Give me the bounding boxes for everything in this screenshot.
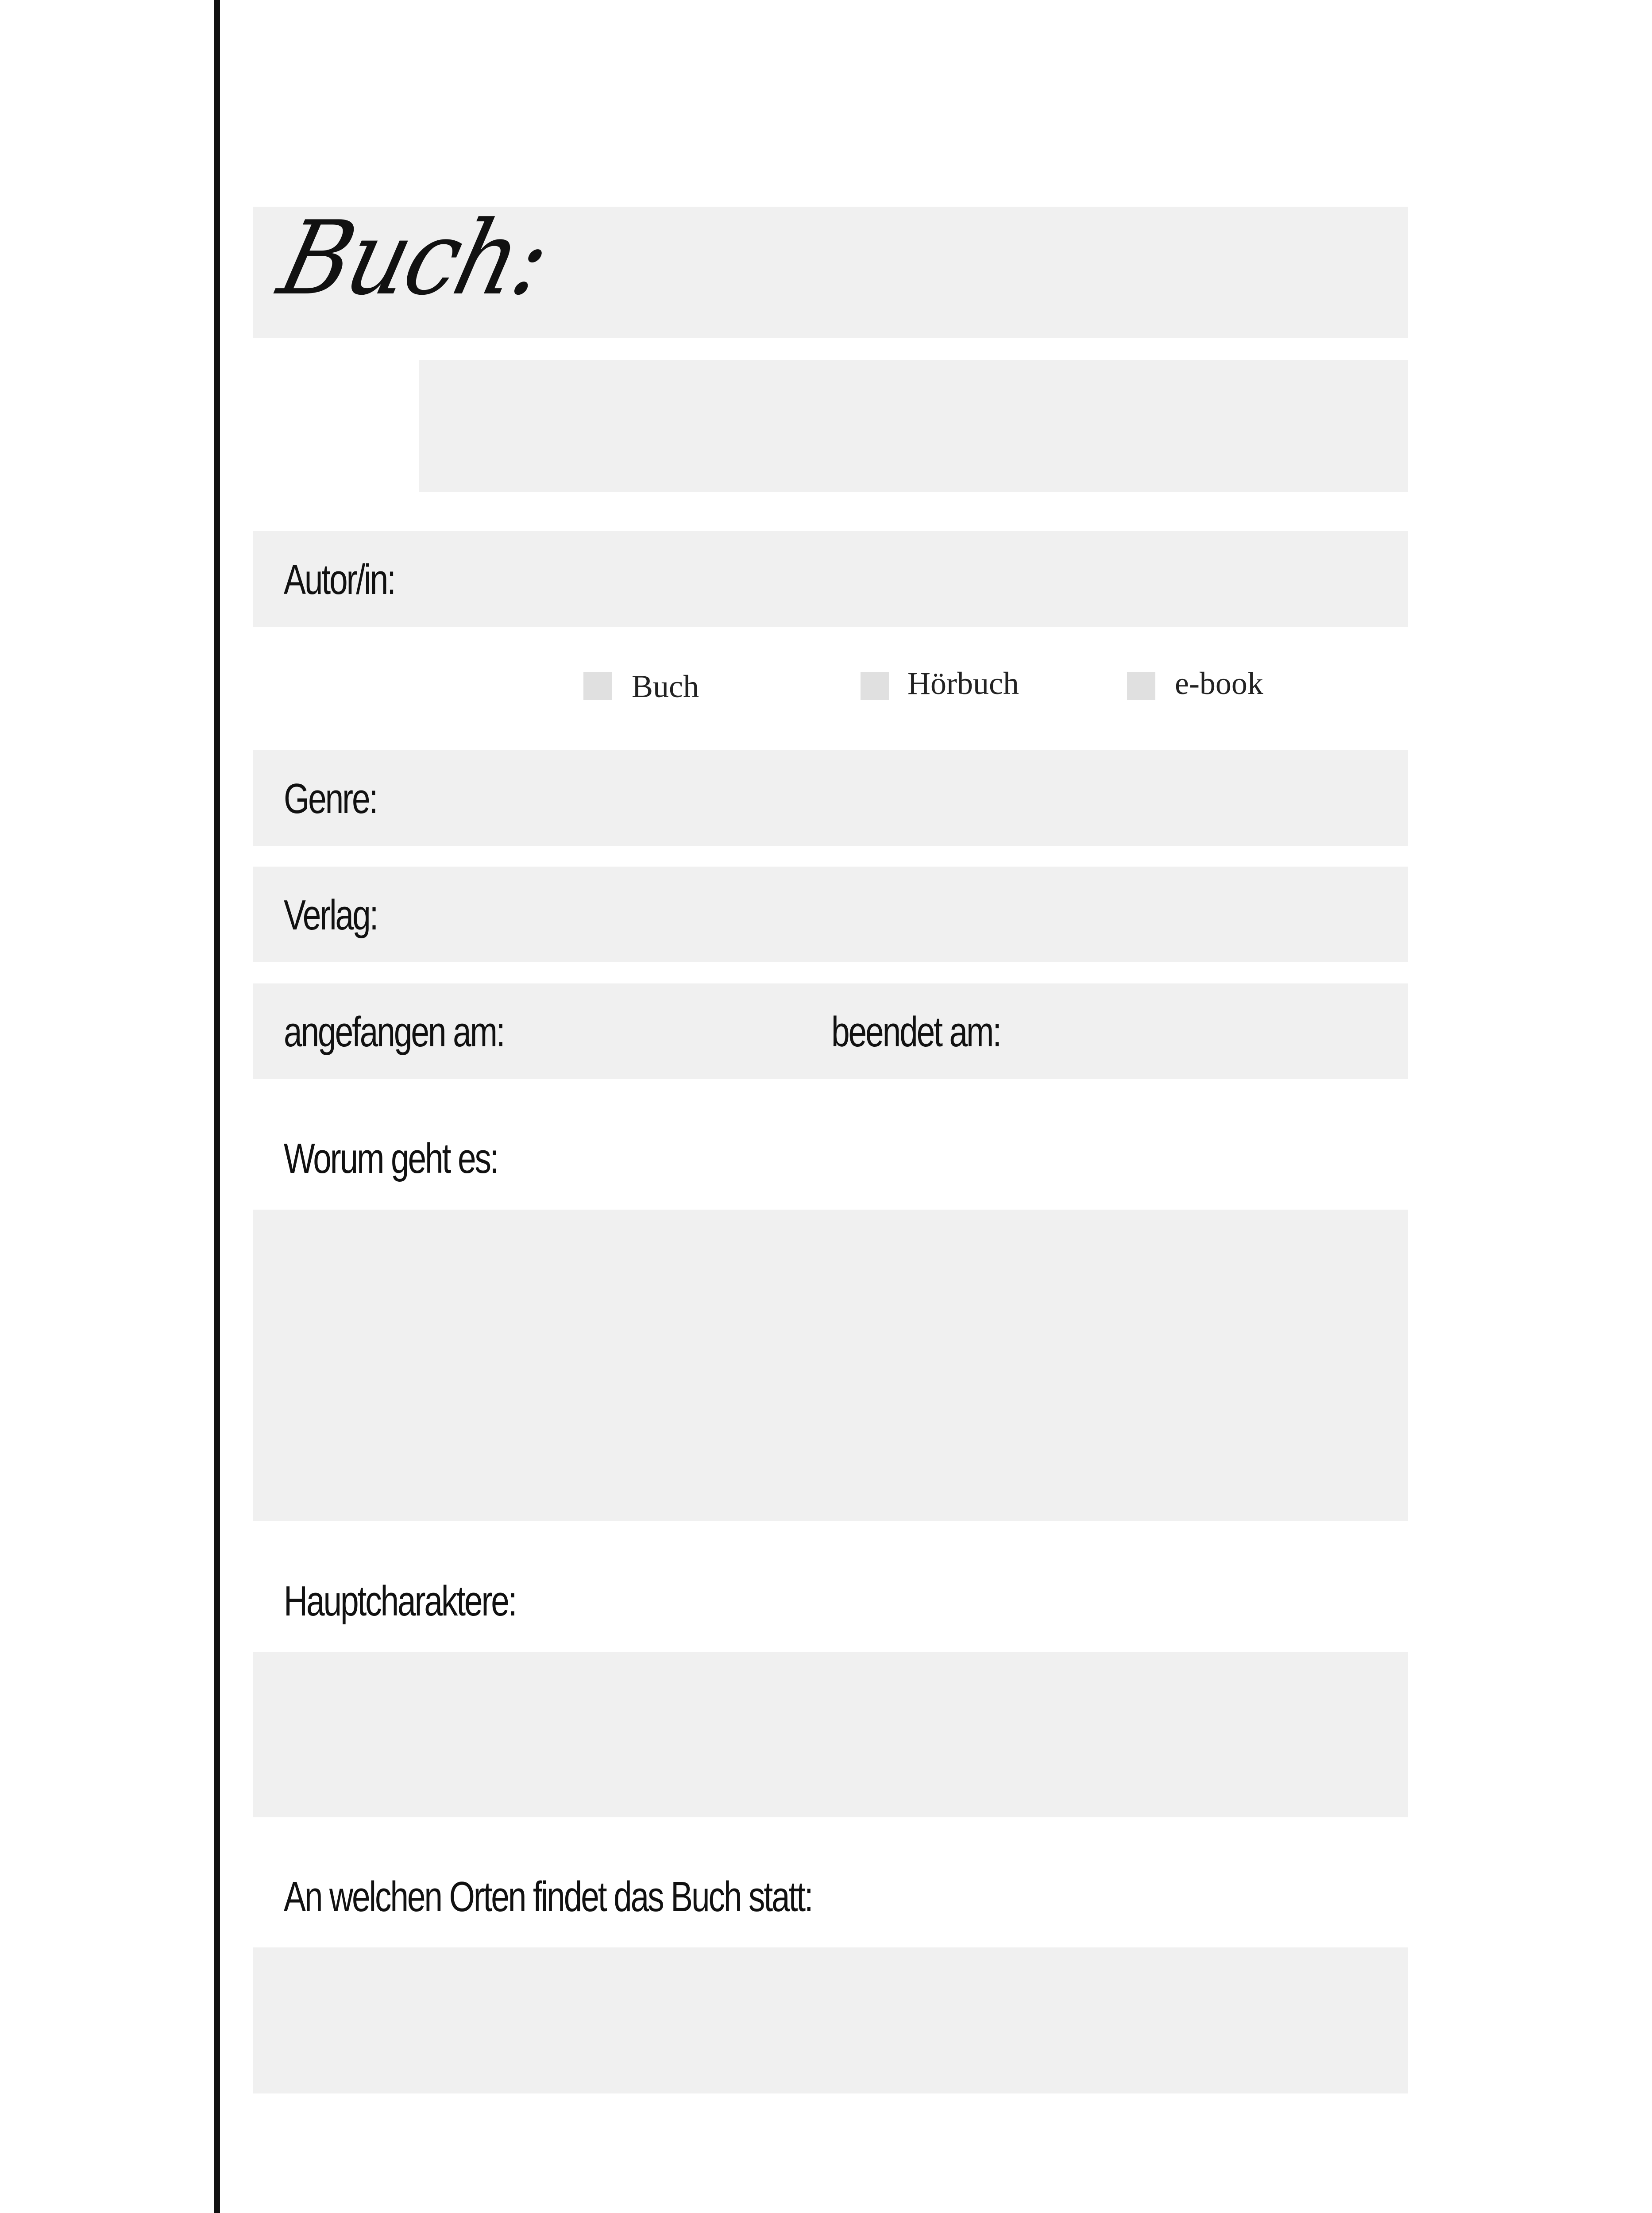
genre-label: Genre:	[284, 775, 377, 822]
author-field[interactable]	[253, 531, 1408, 627]
checkbox-ebook-label: e-book	[1175, 666, 1263, 701]
summary-label: Worum geht es:	[284, 1135, 498, 1182]
places-label: An welchen Orten findet das Buch statt:	[284, 1873, 812, 1920]
author-label: Autor/in:	[284, 556, 395, 603]
characters-label: Hauptcharaktere:	[284, 1577, 516, 1625]
binding-margin-line	[214, 0, 220, 2213]
places-field[interactable]	[253, 1947, 1408, 2093]
genre-field[interactable]	[253, 750, 1408, 846]
checkbox-buch-label: Buch	[632, 669, 699, 704]
characters-field[interactable]	[253, 1652, 1408, 1817]
checkbox-ebook[interactable]	[1127, 672, 1155, 700]
book-title-input-area[interactable]	[419, 360, 1408, 492]
checkbox-hoerbuch-label: Hörbuch	[907, 666, 1019, 701]
publisher-field[interactable]	[253, 867, 1408, 962]
checkbox-hoerbuch[interactable]	[861, 672, 889, 700]
started-label: angefangen am:	[284, 1008, 504, 1056]
publisher-label: Verlag:	[284, 891, 378, 939]
summary-field[interactable]	[253, 1210, 1408, 1521]
finished-label: beendet am:	[831, 1008, 1000, 1056]
checkbox-buch[interactable]	[583, 672, 612, 700]
page-title: Buch:	[268, 200, 560, 318]
